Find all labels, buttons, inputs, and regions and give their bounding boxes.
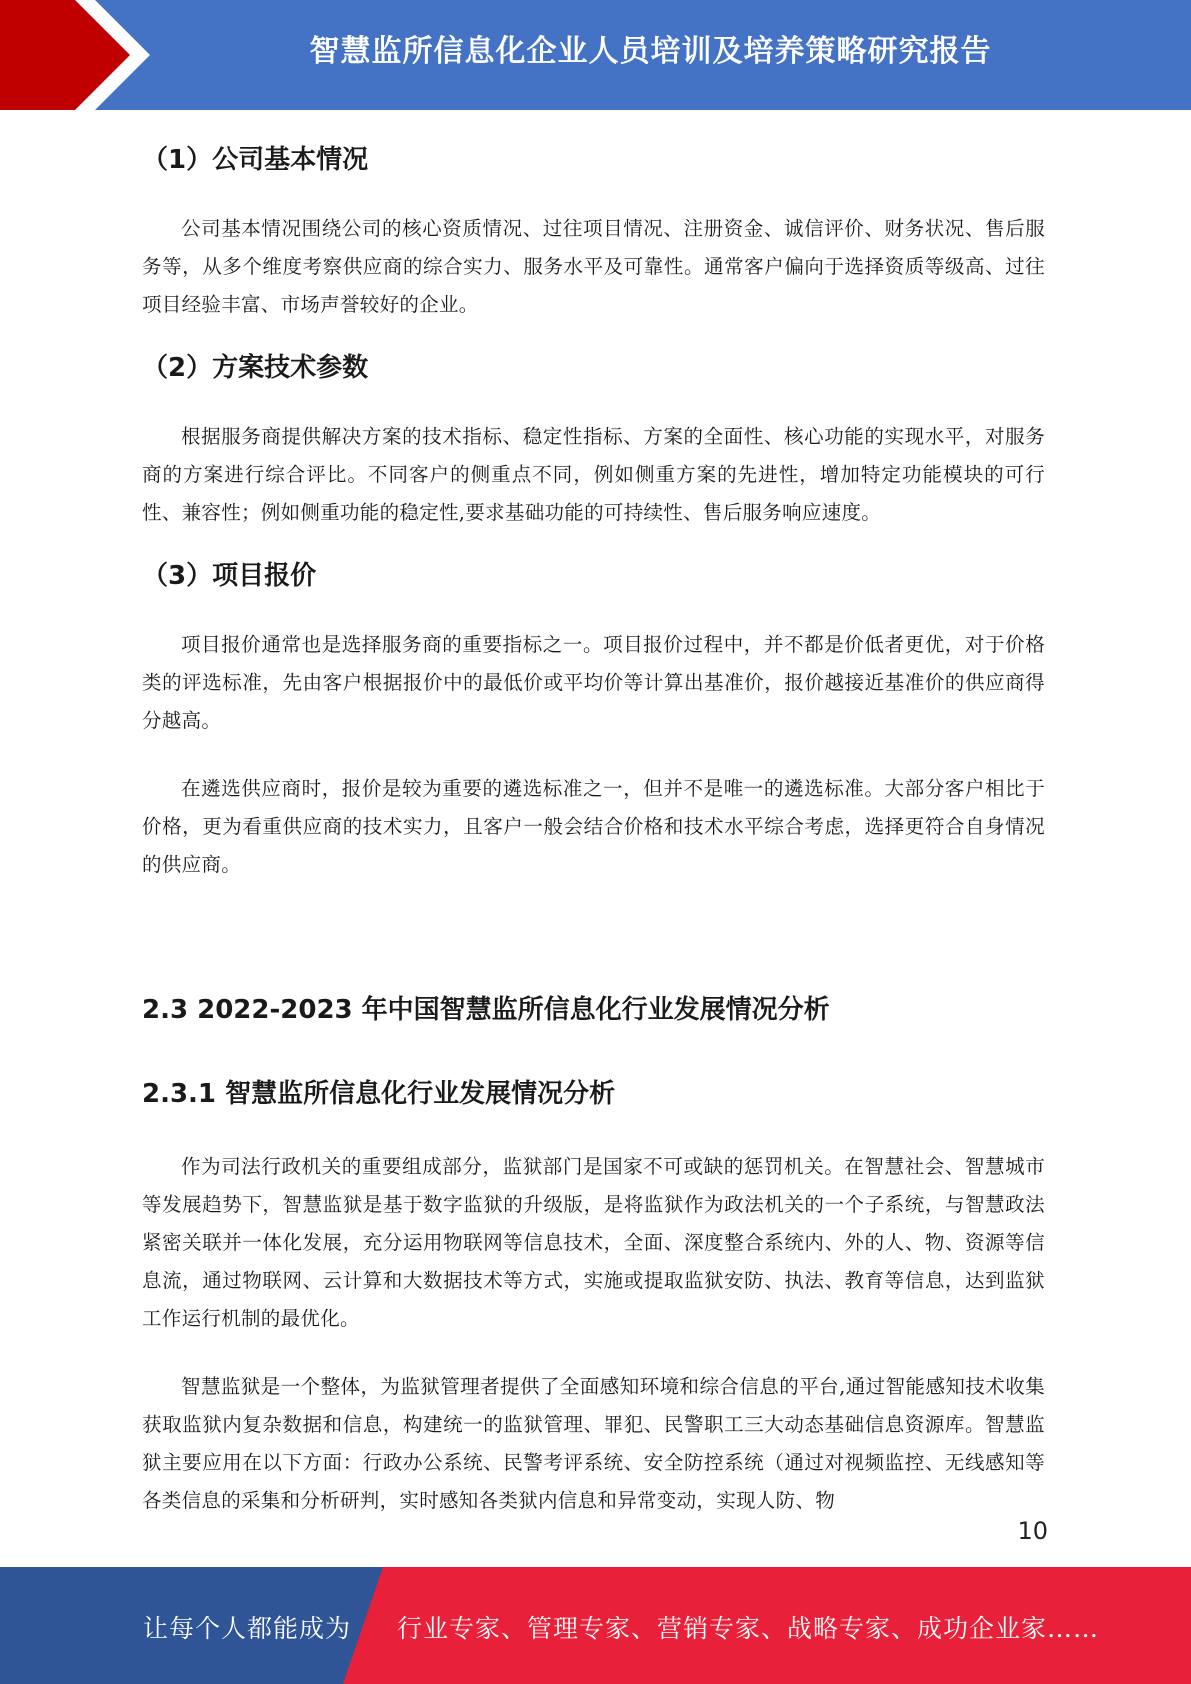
- heading-company-basics: （1）公司基本情况: [142, 145, 369, 175]
- paragraph: 作为司法行政机关的重要组成部分，监狱部门是国家不可或缺的惩罚机关。在智慧社会、智慧城市等发展趋势下，智慧监狱是基于数字监狱的升级版，是将监狱作为政法机关的一个子系统，与智慧政法紧密关联并一体化发展，充分运用物联网等信息技术，全面、深度整合系统内、外的人、物、资源等信息流，通过物联网、云计算和大数据技术等方式，实施或提取监狱安防、执法、教育等信息，达到监狱工作运行机制的最优化。: [142, 1155, 1045, 1330]
- report-title: 智慧监所信息化企业人员培训及培养策略研究报告: [309, 34, 992, 69]
- footer-slogan-right: 行业专家、管理专家、营销专家、战略专家、成功企业家……: [397, 1614, 1100, 1643]
- footer-slogan-left: 让每个人都能成为: [143, 1614, 352, 1643]
- heading-project-quote: （3）项目报价: [142, 561, 317, 591]
- page-content: [142, 120, 1045, 1520]
- section-heading-2-3: 2.3 2022-2023 年中国智慧监所信息化行业发展情况分析: [142, 995, 830, 1025]
- section-heading-2-3-1: 2.3.1 智慧监所信息化行业发展情况分析: [142, 1079, 616, 1109]
- paragraph: 根据服务商提供解决方案的技术指标、稳定性指标、方案的全面性、核心功能的实现水平，对服务商的方案进行综合评比。不同客户的侧重点不同，例如侧重方案的先进性，增加特定功能模块的可行性、兼容性；例如侧重功能的稳定性,要求基础功能的可持续性、售后服务响应速度。: [142, 425, 1045, 524]
- paragraph: 在遴选供应商时，报价是较为重要的遴选标准之一，但并不是唯一的遴选标准。大部分客户相比于价格，更为看重供应商的技术实力，且客户一般会结合价格和技术水平综合考虑，选择更符合自身情况的供应商。: [142, 777, 1045, 876]
- paragraph: 项目报价通常也是选择服务商的重要指标之一。项目报价过程中，并不都是价低者更优，对于价格类的评选标准，先由客户根据报价中的最低价或平均价等计算出基准价，报价越接近基准价的供应商得分越高。: [142, 633, 1045, 732]
- page-footer: [0, 1567, 1191, 1684]
- paragraph: 智慧监狱是一个整体，为监狱管理者提供了全面感知环境和综合信息的平台,通过智能感知技术收集获取监狱内复杂数据和信息，构建统一的监狱管理、罪犯、民警职工三大动态基础信息资源库。智慧监狱主要应用在以下方面：行政办公系统、民警考评系统、安全防控系统（通过对视频监控、无线感知等各类信息的采集和分析研判，实时感知各类狱内信息和异常变动，实现人防、物: [142, 1375, 1045, 1512]
- page-header: [0, 0, 1191, 110]
- heading-technical-params: （2）方案技术参数: [142, 353, 369, 383]
- page-number: 10: [1017, 1517, 1048, 1545]
- paragraph: 公司基本情况围绕公司的核心资质情况、过往项目情况、注册资金、诚信评价、财务状况、售后服务等，从多个维度考察供应商的综合实力、服务水平及可靠性。通常客户偏向于选择资质等级高、过往项目经验丰富、市场声誉较好的企业。: [142, 217, 1045, 316]
